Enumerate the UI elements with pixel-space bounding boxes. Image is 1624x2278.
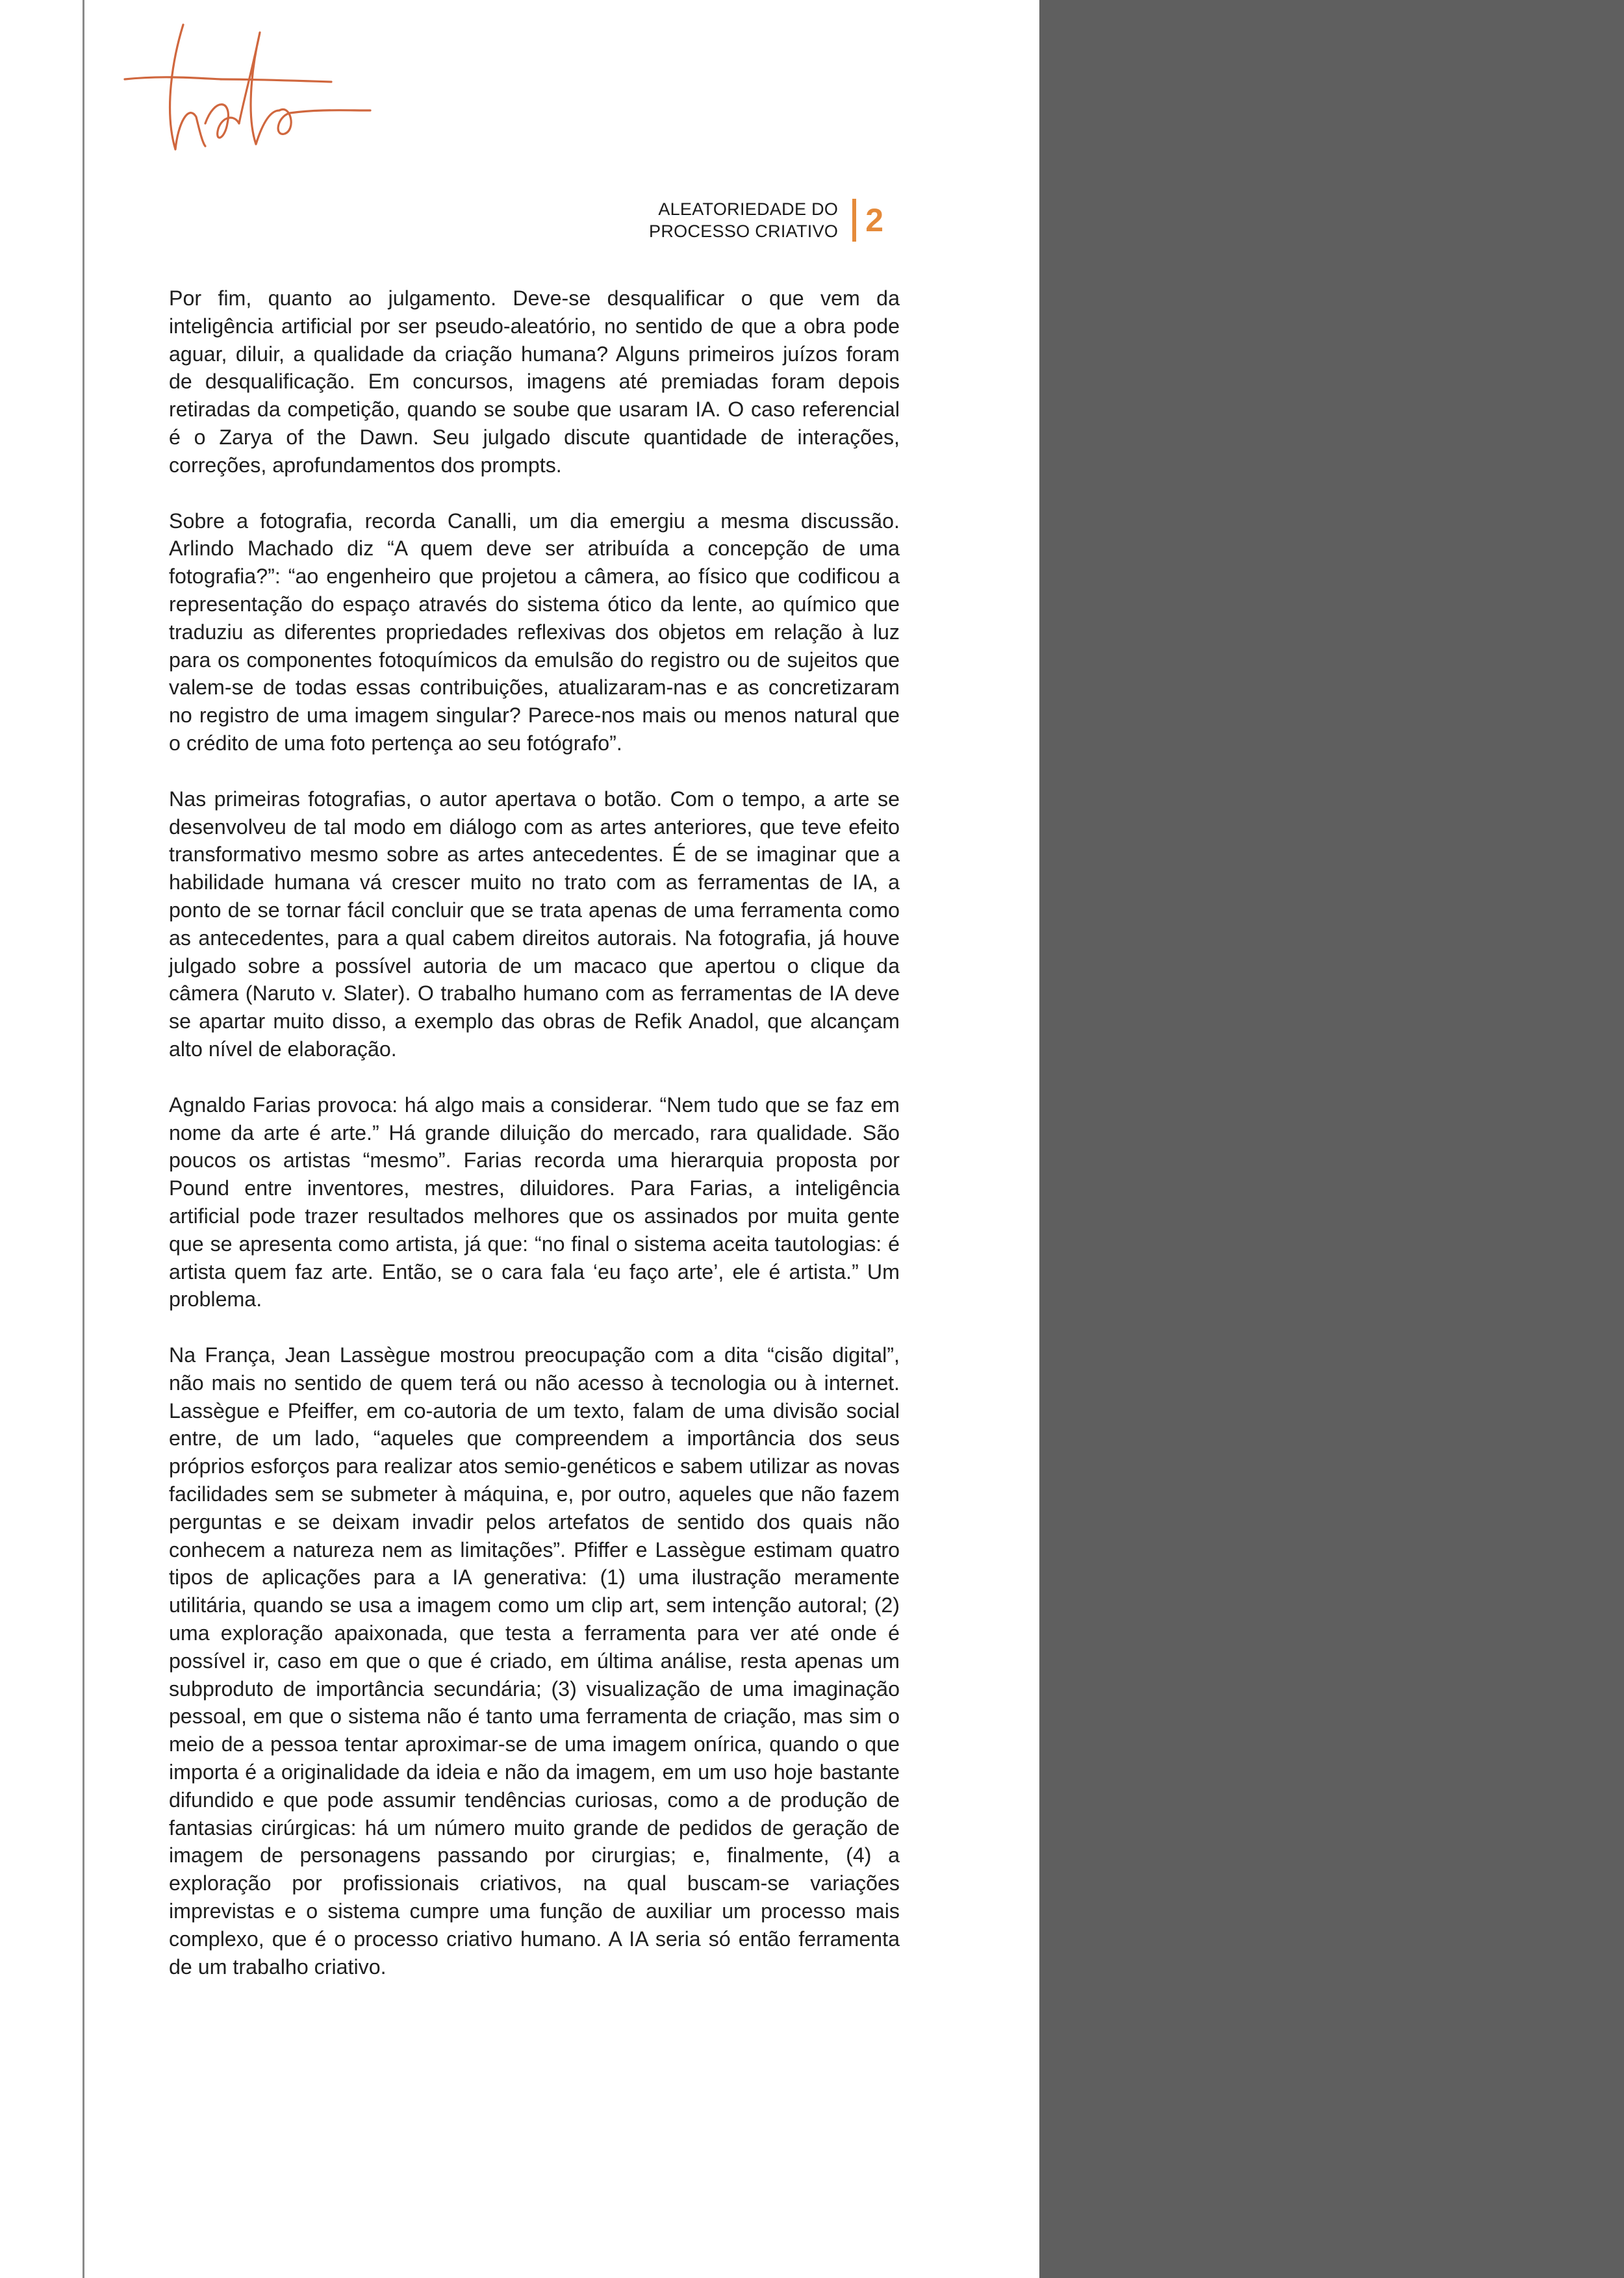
paragraph: Agnaldo Farias provoca: há algo mais a considerar. “Nem tudo que se faz em nome da arte é arte.” Há grande diluição do mercado, rara qualidade. São poucos os artistas “mesmo”. Farias recorda uma hierarquia proposta por Pound entre inventores, mestres, diluidores. Para Farias, a inteligência artificial pode trazer resultados melhores que os assinados por muita gente que se apresenta como artista, já que: “no final o sistema aceita tautologias: é artista quem faz arte. Então, se o cara fala ‘eu faço arte’, ele é artista.” Um problema. [169,1093,900,1311]
page-header [572,198,883,242]
header-accent-rule [852,199,856,242]
paragraph: Na França, Jean Lassègue mostrou preocupação com a dita “cisão digital”, não mais no sentido de quem terá ou não acesso à tecnologia ou à internet. Lassègue e Pfeiffer, em co-autoria de um texto, falam de uma divisão social entre, de um lado, “aqueles que compreendem a importância dos seus próprios esforços para realizar atos semio-genéticos e sabem utilizar as novas facilidades sem se submeter à máquina, e, por outro, aqueles que não fazem perguntas e se deixam invadir pelos artefatos de sentido dos quais não conhecem a natureza nem as limitações”. Pfiffer e Lassègue estimam quatro tipos de aplicações para a IA generativa: (1) uma ilustração meramente utilitária, quando se usa a imagem como um clip art, sem intenção autoral; (2) uma exploração apaixonada, que testa a ferramenta para ver até onde é possível ir, caso em que o que é criado, em última análise, resta apenas um subproduto de importância secundária; (3) visualização de uma imaginação pessoal, em que o sistema não é tanto uma ferramenta de criação, mas sim o meio de a pessoa tentar aproximar-se de uma imagem onírica, quando o que importa é a originalidade da ideia e não da imagem, em um uso hoje bastante difundido e que pode assumir tendências curiosas, como a de produção de fantasias cirúrgicas: há um número muito grande de pedidos de geração de imagem de personagens passando por cirurgias; e, finalmente, (4) a exploração por profissionais criativos, na qual buscam-se variações imprevistas e o sistema cumpre uma função de auxiliar um processo mais complexo, que é o processo criativo humano. A IA seria só então ferramenta de um trabalho criativo. [169,1343,900,1979]
section-title [649,198,838,242]
tato-logo [123,19,377,159]
paragraph: Nas primeiras fotografias, o autor apertava o botão. Com o tempo, a arte se desenvolveu de tal modo em diálogo com as artes anteriores, que teve efeito transformativo mesmo sobre as artes antecedentes. É de se imaginar que a habilidade humana vá crescer muito no trato com as ferramentas de IA, a ponto de se tornar fácil concluir que se trata apenas de uma ferramenta como as antecedentes, para a qual cabem direitos autorais. Na fotografia, já houve julgado sobre a possível autoria de um macaco que apertou o clique da câmera (Naruto v. Slater). O trabalho humano com as ferramentas de IA deve se apartar muito disso, a exemplo das obras de Refik Anadol, que alcançam alto nível de elaboração. [169,787,900,1061]
side-panel [1039,0,1624,2278]
paragraph: Sobre a fotografia, recorda Canalli, um dia emergiu a mesma discussão. Arlindo Machado diz “A quem deve ser atribuída a concepção de uma fotografia?”: “ao engenheiro que projetou a câmera, ao físico que codificou a representação do espaço através do sistema ótico da lente, ao químico que traduziu as diferentes propriedades reflexivas dos objetos em relação à luz para os componentes fotoquímicos da emulsão do registro ou de sujeitos que valem-se de todas essas contribuições, atualizaram-nas e as concretizaram no registro de uma imagem singular? Parece-nos mais ou menos natural que o crédito de uma foto pertença ao seu fotógrafo”. [169,509,900,755]
paragraph: Por fim, quanto ao julgamento. Deve-se desqualificar o que vem da inteligência artificial por ser pseudo-aleatório, no sentido de que a obra pode aguar, diluir, a qualidade da criação humana? Alguns primeiros juízos foram de desqualificação. Em concursos, imagens até premiadas foram depois retiradas da competição, quando se soube que usaram IA. O caso referencial é o Zarya of the Dawn. Seu julgado discute quantidade de interações, correções, aprofundamentos dos prompts. [169,286,900,477]
body-text [169,285,900,2008]
page-edge-line [82,0,84,2278]
section-title-line-2: PROCESSO CRIATIVO [649,221,839,241]
section-title-line-1: ALEATORIEDADE DO [658,199,839,219]
page-number: 2 [865,202,883,238]
